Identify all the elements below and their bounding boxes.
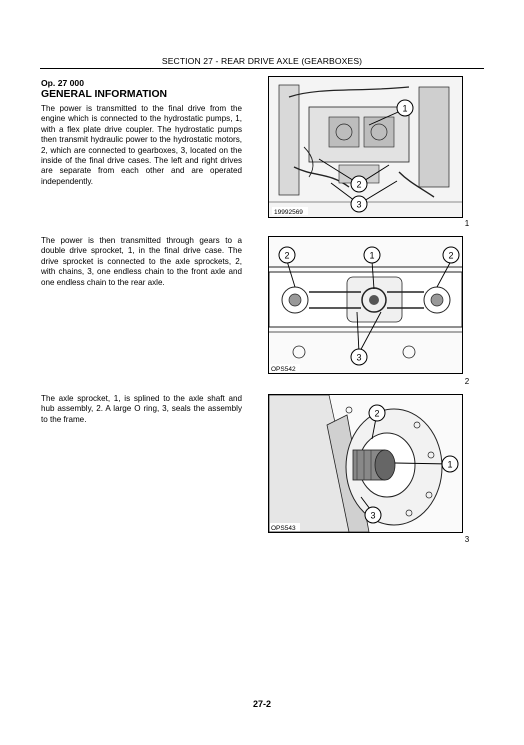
section-heading: GENERAL INFORMATION [41,89,168,100]
callout-1: 1 [447,459,453,470]
header-rule [40,68,484,69]
figure-1-hydrostatic-drive [268,76,463,218]
figure-number: 2 [464,377,470,386]
paragraph-axle-sprocket: The axle sprocket, 1, is splined to the axle shaft and hub assembly, 2. A large O ring, 3, seals the assembly to the frame. [41,394,242,424]
section-header: SECTION 27 - REAR DRIVE AXLE (GEARBOXES) [161,56,363,66]
figure-code: OPS542 [271,366,296,373]
callout-3: 3 [356,199,362,210]
callout-2-left: 2 [284,250,290,261]
paragraph-power-transmission: The power is transmitted to the final drive from the engine which is connected to the hydrostatic pumps, 1, with a flex plate drive coupler. The hydrostatic pumps then transmit hydraulic power to the hydrostatic motors, 2, which are connected to gearboxes, 3, located on the inside of the final drive cases. The left and right drives are separate from each other and are operated independently. [41,104,242,186]
figure-number: 1 [464,219,470,228]
callout-2: 2 [374,408,380,419]
page-number: 27-2 [252,699,271,709]
callout-2: 2 [356,179,362,190]
figure-code: 19992569 [274,209,303,216]
callout-3: 3 [370,510,376,521]
figure-3-axle-sprocket [268,394,463,533]
callout-1: 1 [369,250,375,261]
callout-3: 3 [356,352,362,363]
operation-number: Op. 27 000 [41,78,84,88]
figure-2-final-drive-case [268,236,463,374]
figure-code: OPS543 [271,525,296,532]
figure-number: 3 [464,535,470,544]
callout-1: 1 [402,103,408,114]
paragraph-drive-sprocket: The power is then transmitted through gears to a double drive sprocket, 1, in the final drive case. The drive sprocket is connected to the axle sprockets, 2, with chains, 3, one endless chain to the front axle and one endless chain to the rear axle. [41,236,242,287]
callout-2-right: 2 [448,250,454,261]
